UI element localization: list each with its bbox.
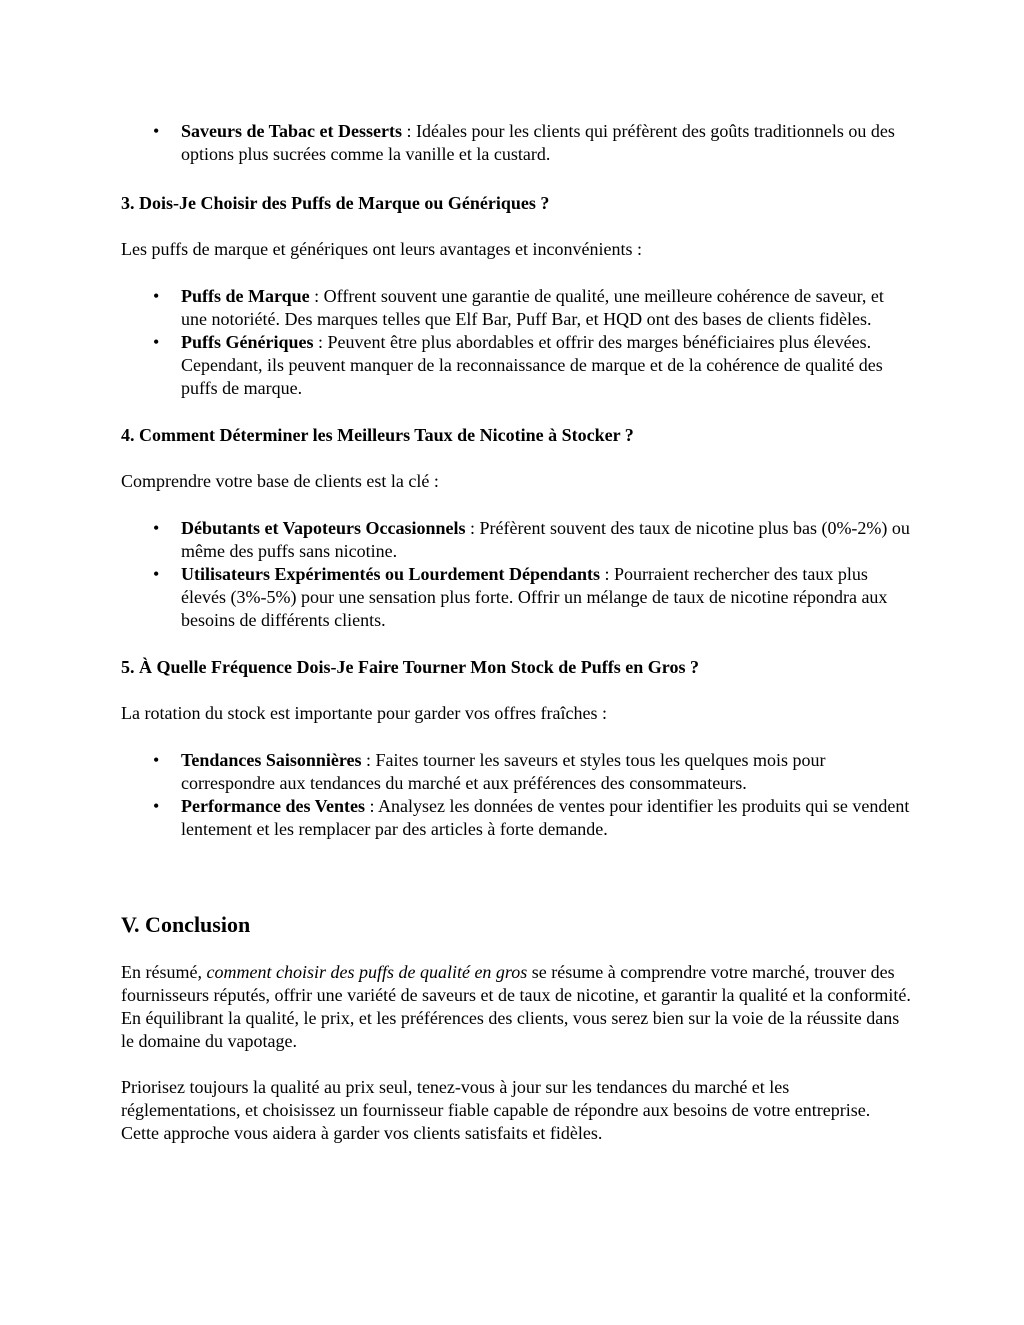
list-item-lead: Puffs de Marque [181, 286, 310, 306]
list-item [121, 517, 911, 563]
list-item-lead: Débutants et Vapoteurs Occasionnels [181, 518, 466, 538]
list-item [121, 331, 911, 400]
list-item-text: : Pourraient rechercher des taux plus élevés (3%-5%) pour une sensation plus forte. Offrir un mélange de taux de nicotine répondra aux besoins de différents clients. [181, 564, 888, 630]
bullet-icon: • [153, 286, 160, 306]
paragraph-text: En résumé, [121, 962, 207, 982]
q4-bullet-list [121, 517, 911, 632]
list-item-lead: Utilisateurs Expérimentés ou Lourdement Dépendants [181, 564, 600, 584]
bullet-icon: • [153, 564, 160, 584]
paragraph-emphasis: comment choisir des puffs de qualité en gros [206, 962, 528, 982]
paragraph-text: se résume à comprendre votre marché, trouver des fournisseurs réputés, offrir une variété de saveurs et de taux de nicotine, et garantir la qualité et la conformité. En équilibrant la qualité, le prix, et les préférences des clients, vous serez bien sur la voie de la réussite dans le domaine du vapotage. [121, 962, 911, 1051]
q3-bullet-list [121, 285, 911, 400]
intro-bullet-list [121, 120, 911, 166]
bullet-icon: • [153, 518, 160, 538]
bullet-icon: • [153, 750, 160, 770]
bullet-icon: • [153, 796, 160, 816]
paragraph-conclusion-1 [121, 961, 911, 1053]
list-item [121, 795, 911, 841]
paragraph-q3-intro: Les puffs de marque et génériques ont leurs avantages et inconvénients : [121, 239, 642, 259]
list-item-lead: Tendances Saisonnières [181, 750, 362, 770]
list-item [121, 285, 911, 331]
bullet-icon: • [153, 332, 160, 352]
q5-bullet-list [121, 749, 911, 841]
list-item-lead: Saveurs de Tabac et Desserts [181, 121, 402, 141]
list-item-text: : Idéales pour les clients qui préfèrent des goûts traditionnels ou des options plus sucrées comme la vanille et la custard. [181, 121, 895, 164]
list-item-text: : Préfèrent souvent des taux de nicotine plus bas (0%-2%) ou même des puffs sans nicotine. [181, 518, 910, 561]
section-heading-q5: 5. À Quelle Fréquence Dois-Je Faire Tourner Mon Stock de Puffs en Gros ? [121, 657, 699, 677]
list-item [121, 749, 911, 795]
section-heading-q3: 3. Dois-Je Choisir des Puffs de Marque ou Génériques ? [121, 193, 550, 213]
paragraph-q4-intro: Comprendre votre base de clients est la clé : [121, 471, 439, 491]
section-heading-q4: 4. Comment Déterminer les Meilleurs Taux de Nicotine à Stocker ? [121, 425, 634, 445]
paragraph-q5-intro: La rotation du stock est importante pour garder vos offres fraîches : [121, 703, 608, 723]
list-item-text: : Offrent souvent une garantie de qualité, une meilleure cohérence de saveur, et une notoriété. Des marques telles que Elf Bar, Puff Bar, et HQD ont des bases de clients fidèles. [181, 286, 884, 329]
list-item-lead: Performance des Ventes [181, 796, 365, 816]
list-item-text: : Peuvent être plus abordables et offrir des marges bénéficiaires plus élevées. Cependant, ils peuvent manquer de la reconnaissance de marque et de la cohérence de qualité des puffs de marque. [181, 332, 883, 398]
list-item [121, 563, 911, 632]
bullet-icon: • [153, 121, 160, 141]
document-page [121, 120, 911, 1145]
list-item-text: : Analysez les données de ventes pour identifier les produits qui se vendent lentement et les remplacer par des articles à forte demande. [181, 796, 910, 839]
list-item [121, 120, 911, 166]
list-item-lead: Puffs Génériques [181, 332, 314, 352]
section-heading-conclusion: V. Conclusion [121, 912, 251, 937]
list-item-text: : Faites tourner les saveurs et styles tous les quelques mois pour correspondre aux tendances du marché et aux préférences des consommateurs. [181, 750, 826, 793]
paragraph-conclusion-2: Priorisez toujours la qualité au prix seul, tenez-vous à jour sur les tendances du marché et les réglementations, et choisissez un fournisseur fiable capable de répondre aux besoins de votre entreprise. Cette approche vous aidera à garder vos clients satisfaits et fidèles. [121, 1077, 871, 1143]
